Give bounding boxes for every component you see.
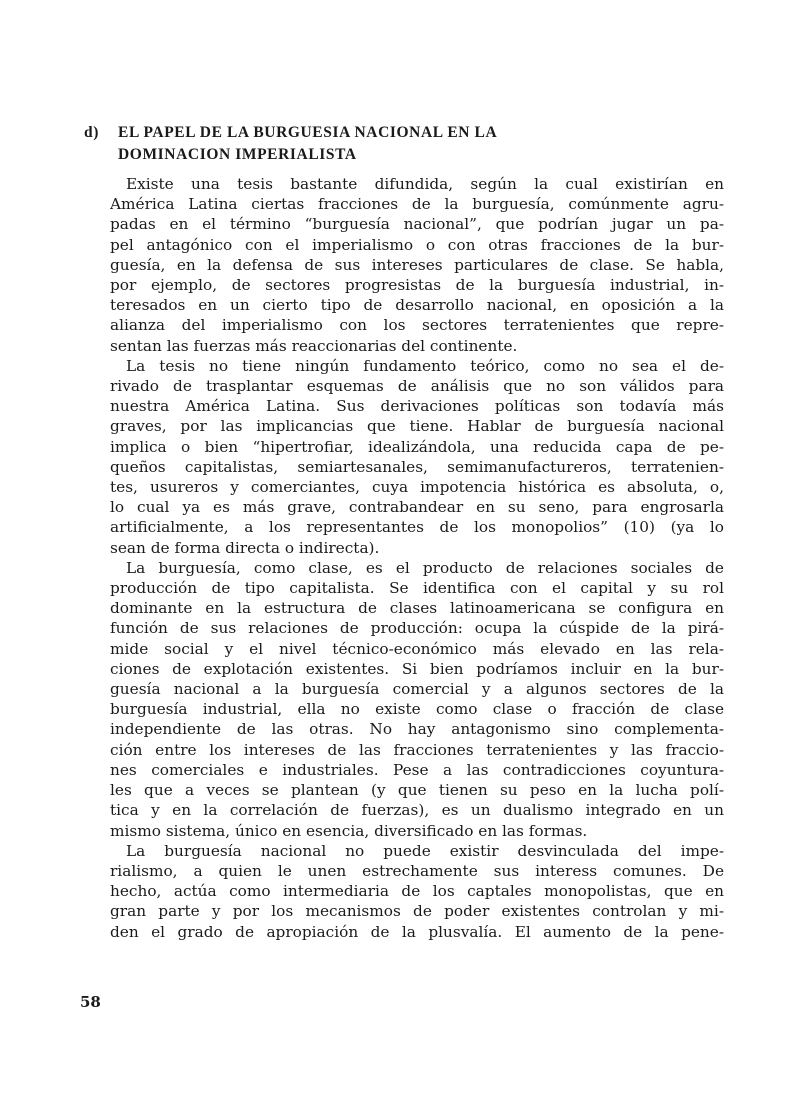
text-line: guesía nacional a la burguesía comercial y a algunos sectores de la <box>110 680 724 699</box>
text-line: artificialmente, a los representantes de los monopolios” (10) (ya lo <box>110 518 724 537</box>
section-marker: d) <box>84 124 99 141</box>
paragraph <box>110 356 724 558</box>
text-line: gran parte y por los mecanismos de poder existentes controlan y mi- <box>110 902 724 921</box>
text-line: implica o bien “hipertrofiar, idealizándola, una reducida capa de pe- <box>110 437 724 456</box>
text-line: La tesis no tiene ningún fundamento teórico, como no sea el de- <box>126 356 724 375</box>
text-line: sentan las fuerzas más reaccionarias del continente. <box>110 336 518 355</box>
section-title-line-1: EL PAPEL DE LA BURGUESIA NACIONAL EN LA <box>118 124 498 141</box>
text-line: alianza del imperialismo con los sectores terratenientes que repre- <box>110 316 724 335</box>
text-line: mide social y el nivel técnico-económico más elevado en las rela- <box>110 639 724 658</box>
page-number: 58 <box>80 993 101 1011</box>
text-line: teresados en un cierto tipo de desarrollo nacional, en oposición a la <box>110 296 724 315</box>
text-line: ciones de explotación existentes. Si bien podríamos incluir en la bur- <box>110 659 724 678</box>
paragraph <box>110 841 724 942</box>
text-line: padas en el término “burguesía nacional”, que podrían jugar un pa- <box>110 215 724 234</box>
section-heading <box>84 122 644 166</box>
text-line: La burguesía nacional no puede existir desvinculada del impe- <box>126 841 724 860</box>
text-line: les que a veces se plantean (y que tienen su peso en la lucha polí- <box>110 781 724 800</box>
paragraph <box>110 174 724 356</box>
text-line: La burguesía, como clase, es el producto de relaciones sociales de <box>126 558 724 577</box>
text-line: tica y en la correlación de fuerzas), es un dualismo integrado en un <box>110 801 724 820</box>
text-line: lo cual ya es más grave, contrabandear en su seno, para engrosarla <box>110 498 724 517</box>
text-line: rivado de trasplantar esquemas de análisis que no son válidos para <box>110 377 724 396</box>
text-line: por ejemplo, de sectores progresistas de la burguesía industrial, in- <box>110 276 724 295</box>
text-line: sean de forma directa o indirecta). <box>110 538 380 557</box>
text-line: dominante en la estructura de clases latinoamericana se configura en <box>110 599 724 618</box>
text-line: burguesía industrial, ella no existe como clase o fracción de clase <box>110 700 724 719</box>
text-line: nes comerciales e industriales. Pese a las contradicciones coyuntura- <box>110 760 724 779</box>
text-line: tes, usureros y comerciantes, cuya impotencia histórica es absoluta, o, <box>110 478 724 497</box>
text-line: hecho, actúa como intermediaria de los captales monopolistas, que en <box>110 882 724 901</box>
text-line: graves, por las implicancias que tiene. Hablar de burguesía nacional <box>110 417 724 436</box>
text-line: rialismo, a quien le unen estrechamente sus interess comunes. De <box>110 861 724 880</box>
text-line: mismo sistema, único en esencia, diversificado en las formas. <box>110 821 588 840</box>
text-line: nuestra América Latina. Sus derivaciones políticas son todavía más <box>110 397 724 416</box>
text-line: queños capitalistas, semiartesanales, semimanufactureros, terratenien- <box>110 457 724 476</box>
text-line: producción de tipo capitalista. Se identifica con el capital y su rol <box>110 579 724 598</box>
body-text <box>110 174 724 942</box>
text-line: pel antagónico con el imperialismo o con otras fracciones de la bur- <box>110 235 724 254</box>
text-line: independiente de las otras. No hay antagonismo sino complementa- <box>110 720 724 739</box>
text-line: guesía, en la defensa de sus intereses particulares de clase. Se habla, <box>110 255 724 274</box>
text-line: función de sus relaciones de producción: ocupa la cúspide de la pirá- <box>110 619 724 638</box>
text-line: ción entre los intereses de las fracciones terratenientes y las fraccio- <box>110 740 724 759</box>
text-line: Existe una tesis bastante difundida, según la cual existirían en <box>126 175 724 193</box>
text-line: América Latina ciertas fracciones de la burguesía, comúnmente agru- <box>110 195 724 214</box>
section-title-line-2: DOMINACION IMPERIALISTA <box>118 146 357 163</box>
text-line: den el grado de apropiación de la plusvalía. El aumento de la pene- <box>110 922 724 941</box>
paragraph <box>110 558 724 841</box>
